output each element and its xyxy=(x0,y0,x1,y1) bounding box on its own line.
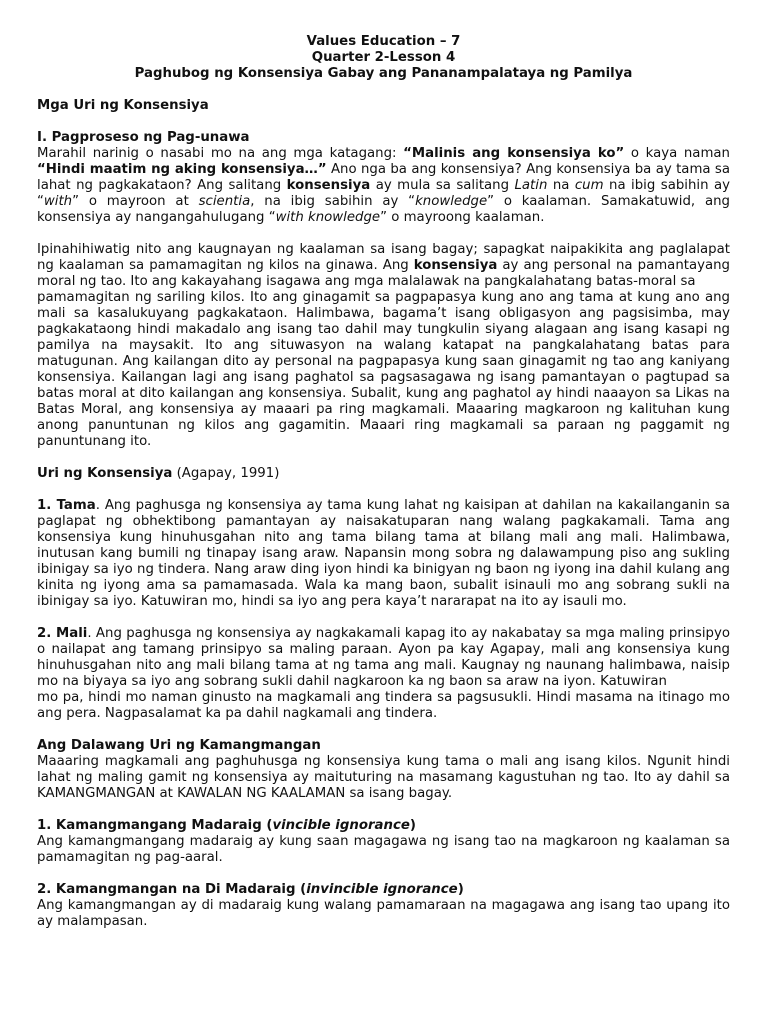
uri-heading: Uri ng Konsensiya (Agapay, 1991) xyxy=(37,466,280,481)
paragraph-konsensiya-intro: Marahil narinig o nasabi mo na ang mga katagang: “Malinis ang konsensiya ko” o kaya naman “Hindi maatim ng aking konsensiya…” Ano nga ba ang konsensiya? Ang konsensiya ba ay tama sa lahat ng pagkakataon? Ang salitang konsensiya ay mula sa salitang Latin na cum na ibig sabihin ay “with” o mayroon at scientia, na ibig sabihin ay “knowledge” o kaalaman. Samakatuwid, ang konsensiya ay nangangahulugang “with knowledge” o mayroong kaalaman. xyxy=(37,146,730,225)
paragraph-tama: 1. Tama. Ang paghusga ng konsensiya ay tama kung lahat ng kaisipan at dahilan na kakailanganin sa paglapat ng obhektibong pamantayan ay naisakatuparan nang walang pagkakamali. Tama ang konsensiya kung hinuhusgahan nito ang tama bilang tama at bilang mali ang mali. Halimbawa, inutusan kang bumili ng tinapay isang araw. Napansin mong sobra ng dalawampung piso ang sukling ibinigay sa iyo ng tindera. Nang araw ding iyon hindi ka binigyan ng baon ng iyong ina dahil kulang ang kinita ng iyong ama sa pamamasada. Wala ka mang baon, subalit isinauli mo ang sobrang sukli na ibinigay sa iyo. Katuwiran mo, hindi sa iyo ang pera kaya’t nararapat na ito ay isauli mo. xyxy=(37,498,730,609)
kamangmangan-heading: Ang Dalawang Uri ng Kamangmangan xyxy=(37,738,321,753)
paragraph-invincible: Ang kamangmangan ay di madaraig kung walang pamamaraan na magagawa ang isang tao upang ito ay malampasan. xyxy=(37,898,730,929)
invincible-heading: 2. Kamangmangan na Di Madaraig (invincible ignorance) xyxy=(37,882,464,897)
paragraph-kaugnayan-part2: pamamagitan ng sariling kilos. Ito ang ginagamit sa pagpapasya kung ano ang tama at kung ano ang mali sa kasalukuyang pagkakataon. Halimbawa, bagama’t isang obligasyon ang pagsisimba, may pagkakataong hindi makadalo ang isang tao dahil may tungkulin siyang alagaan ang isang kasapi ng pamilya na maysakit. Ito ang situwasyon na walang katapat na pangkalahatang batas para matugunan. Ang kailangan dito ay personal na pagpapasya kung saan ginagamit ng tao ang kaniyang konsensiya. Kailangan lagi ang isang paghatol sa pagsasagawa ng isang pamantayan o pagtupad sa batas moral at dito kailangan ang konsensiya. Subalit, kung ang paghatol ay hindi naaayon sa Likas na Batas Moral, ang konsensiya ay maaari pa ring magkamali. Maaaring magkaroon ng kalituhan kung anong panuntunan ng kilos ang gagamitin. Maaari ring magkamali sa paraan ng paggamit ng panuntunang ito. xyxy=(37,290,730,449)
paragraph-mali-part1: 2. Mali. Ang paghusga ng konsensiya ay nagkakamali kapag ito ay nakabatay sa mga maling prinsipyo o nailapat ang tamang prinsipyo sa maling paraan. Ayon pa kay Agapay, mali ang konsensiya kung hinuhusgahan nito ang mali bilang tama at ng tama ang mali. Kaugnay ng naunang halimbawa, naisip mo na biyaya sa iyo ang sobrang sukli dahil nagkaroon ka ng baon sa araw na iyon. Katuwiran xyxy=(37,626,730,689)
quarter-lesson-line: Quarter 2-Lesson 4 xyxy=(311,50,456,65)
section-heading-pagproseso: I. Pagproseso ng Pag-unawa xyxy=(37,130,250,145)
paragraph-vincible: Ang kamangmangang madaraig ay kung saan magagawa ng isang tao na magkaroon ng kaalaman sa pamamagitan ng pag-aaral. xyxy=(37,834,730,865)
subject-line: Values Education – 7 xyxy=(306,34,461,49)
paragraph-mali-part2: mo pa, hindi mo naman ginusto na magkamali ang tindera sa pagsusukli. Hindi masama na itinago mo ang pera. Nagpasalamat ka pa dahil nagkamali ang tindera. xyxy=(37,690,730,721)
paragraph-kamangmangan: Maaaring magkamali ang paghuhusga ng konsensiya kung tama o mali ang isang kilos. Ngunit hindi lahat ng maling gamit ng konsensiya ay maituturing na masamang kagustuhan ng tao. Ito ay dahil sa KAMANGMANGAN at KAWALAN NG KAALAMAN sa isang bagay. xyxy=(37,754,730,801)
document-header xyxy=(37,34,730,82)
page-title: Mga Uri ng Konsensiya xyxy=(37,98,209,113)
lesson-title: Paghubog ng Konsensiya Gabay ang Pananampalataya ng Pamilya xyxy=(134,66,633,81)
vincible-heading: 1. Kamangmangang Madaraig (vincible ignorance) xyxy=(37,818,416,833)
paragraph-kaugnayan-part1: Ipinahihiwatig nito ang kaugnayan ng kaalaman sa isang bagay; sapagkat naipakikita ang paglalapat ng kaalaman sa pamamagitan ng kilos na ginawa. Ang konsensiya ay ang personal na pamantayang moral ng tao. Ito ang kakayahang isagawa ang mga malalawak na pangkalahatang batas-moral sa xyxy=(37,242,730,289)
